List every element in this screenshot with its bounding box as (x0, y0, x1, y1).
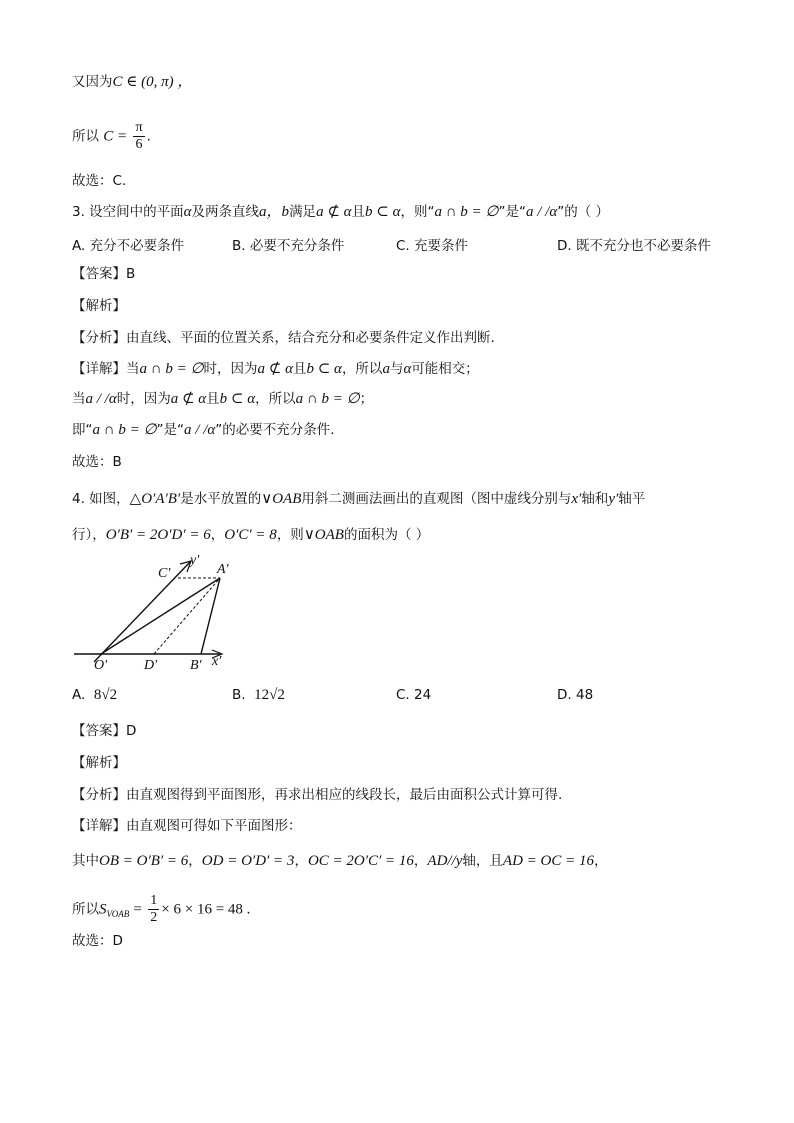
math-expression: a / /α (85, 391, 117, 407)
label-x: x′ (212, 654, 222, 669)
math-expression: a / /α (526, 204, 558, 220)
text: 时，因为 (116, 391, 171, 407)
geometry-figure (70, 552, 240, 674)
text: ， (188, 853, 202, 869)
text: 3. 设空间中的平面 (72, 204, 184, 220)
option-a (72, 687, 117, 704)
text: 4. 如图， (72, 491, 130, 507)
option-letter: A. (72, 687, 86, 703)
question-4-stem (72, 526, 429, 544)
text: 及两条直线 (191, 204, 260, 220)
math-expression: a (382, 361, 390, 377)
text: 可能相交； (411, 361, 479, 377)
text: 且 (351, 204, 366, 220)
text: ”的（ ） (557, 204, 610, 220)
math-expression: a / /α (184, 422, 216, 438)
choice-line: 故选：C. (72, 173, 127, 189)
fraction (133, 120, 144, 153)
text: 时，因为 (203, 361, 258, 377)
text: 用斜二测画法画出的直观图（图中虚线分别与 (301, 491, 572, 507)
math-expression: x′ (571, 491, 582, 507)
text: ， (413, 853, 428, 869)
math-expression: α (403, 361, 412, 377)
text: 行）， (72, 527, 106, 543)
detail-line (72, 893, 250, 926)
text: 轴和 (581, 491, 609, 507)
math-expression: △O′A′B′ (129, 491, 181, 507)
option-b: B. 必要不充分条件 (232, 238, 345, 254)
text: ，所以 (255, 391, 296, 407)
text: ，则 (276, 527, 304, 543)
text: ，所以 (341, 361, 383, 377)
text-line (72, 120, 151, 153)
math-expression: α (183, 204, 192, 220)
math-expression: AD//y (427, 853, 463, 869)
text: ， (294, 853, 308, 869)
option-c: C. 充要条件 (396, 238, 469, 254)
option-letter: B. (232, 687, 246, 703)
choice-line: 故选：B (72, 454, 122, 470)
option-d: D. 48 (557, 687, 594, 703)
option-d: D. 既不充分也不必要条件 (557, 238, 711, 254)
choice-line: 故选：D (72, 933, 123, 949)
text: ”是“ (498, 204, 526, 220)
option-b (232, 687, 285, 704)
detail-line (72, 421, 335, 439)
math-expression: a ∩ b = ∅ (434, 204, 499, 220)
text: 轴，且 (462, 853, 503, 869)
text: 又因为 (72, 74, 113, 90)
label-y: y′ (190, 553, 200, 568)
fraction (148, 893, 159, 926)
text: ； (359, 391, 374, 407)
math-expression: a ⊄ α (170, 391, 207, 407)
fraction-denominator: 6 (135, 137, 143, 152)
math-expression: a ∩ b = ∅ (295, 391, 360, 407)
analysis-text: 【分析】由直线、平面的位置关系，结合充分和必要条件定义作出判断. (72, 330, 495, 346)
text: ，则“ (400, 204, 435, 220)
math-subscript: VOAB (106, 909, 130, 920)
fraction-denominator: 2 (150, 910, 158, 925)
math-expression: OB = O′B′ = 6 (99, 853, 189, 869)
text: ， (210, 527, 225, 543)
text: 且 (206, 391, 220, 407)
analysis-label: 【解析】 (72, 298, 126, 314)
detail-line (72, 360, 479, 378)
option-c: C. 24 (396, 687, 432, 703)
text: 当 (72, 391, 86, 407)
text: ”的必要不充分条件. (215, 422, 335, 438)
detail-line (72, 390, 373, 408)
math-expression: a ⊄ α (257, 361, 293, 377)
text: . (146, 128, 151, 145)
text: 【详解】当 (72, 361, 140, 377)
math-expression: a ∩ b = ∅ (92, 422, 157, 438)
option-a: A. 充分不必要条件 (72, 238, 185, 254)
math-expression: b ⊂ α (219, 391, 256, 407)
detail-line (72, 852, 608, 870)
math-expression: 8√2 (93, 687, 118, 703)
label-d: D′ (144, 658, 158, 673)
question-4-stem (72, 490, 645, 508)
math-expression: = (133, 901, 142, 918)
text: 满足 (289, 204, 317, 220)
text: 且 (292, 361, 307, 377)
math-expression: O′B′ = 2O′D′ = 6 (105, 527, 211, 543)
math-expression: C = (103, 128, 128, 145)
math-expression: b ⊂ α (306, 361, 342, 377)
segment-oa (101, 578, 220, 654)
question-3-stem (72, 203, 609, 221)
fraction-numerator: 1 (150, 893, 158, 908)
answer-label: 【答案】B (72, 266, 136, 282)
text: ”是“ (156, 422, 185, 438)
answer-label: 【答案】D (72, 723, 137, 739)
text-line (72, 73, 192, 91)
math-expression: O′C′ = 8 (224, 527, 277, 543)
math-expression: C ∈ (0, π) ， (112, 74, 193, 90)
text: 轴平 (618, 491, 646, 507)
label-b: B′ (190, 658, 202, 673)
math-expression: a ∩ b = ∅ (139, 361, 204, 377)
detail-line: 【详解】由直观图可得如下平面图形： (72, 818, 302, 834)
math-expression: OD = O′D′ = 3 (201, 853, 295, 869)
fraction-numerator: π (135, 120, 143, 135)
text: 与 (389, 361, 404, 377)
math-expression: S (99, 901, 107, 918)
math-expression: y′ (608, 491, 619, 507)
math-expression: OC = 2O′C′ = 16 (307, 853, 414, 869)
math-expression: a ⊄ α (316, 204, 352, 220)
math-expression: 12√2 (254, 687, 285, 703)
math-expression: b ⊂ α (365, 204, 401, 220)
text: 是水平放置的 (180, 491, 262, 507)
text: 所以 (72, 128, 99, 145)
math-expression: ∨OAB (261, 491, 302, 507)
math-expression: a，b (259, 204, 290, 220)
label-o: O′ (94, 658, 108, 673)
label-a: A′ (217, 562, 229, 577)
analysis-label: 【解析】 (72, 755, 126, 771)
math-expression: × 6 × 16 = 48 . (161, 901, 251, 918)
text: 所以 (72, 901, 99, 918)
y-axis (94, 562, 190, 662)
label-c: C′ (158, 566, 171, 581)
text: ， (594, 853, 608, 869)
analysis-text: 【分析】由直观图得到平面图形，再求出相应的线段长，最后由面积公式计算可得. (72, 787, 563, 803)
math-expression: AD = OC = 16 (502, 853, 594, 869)
text: 即“ (72, 422, 93, 438)
text: 的面积为（ ） (343, 527, 430, 543)
text: 其中 (72, 853, 99, 869)
math-expression: ∨OAB (303, 527, 344, 543)
